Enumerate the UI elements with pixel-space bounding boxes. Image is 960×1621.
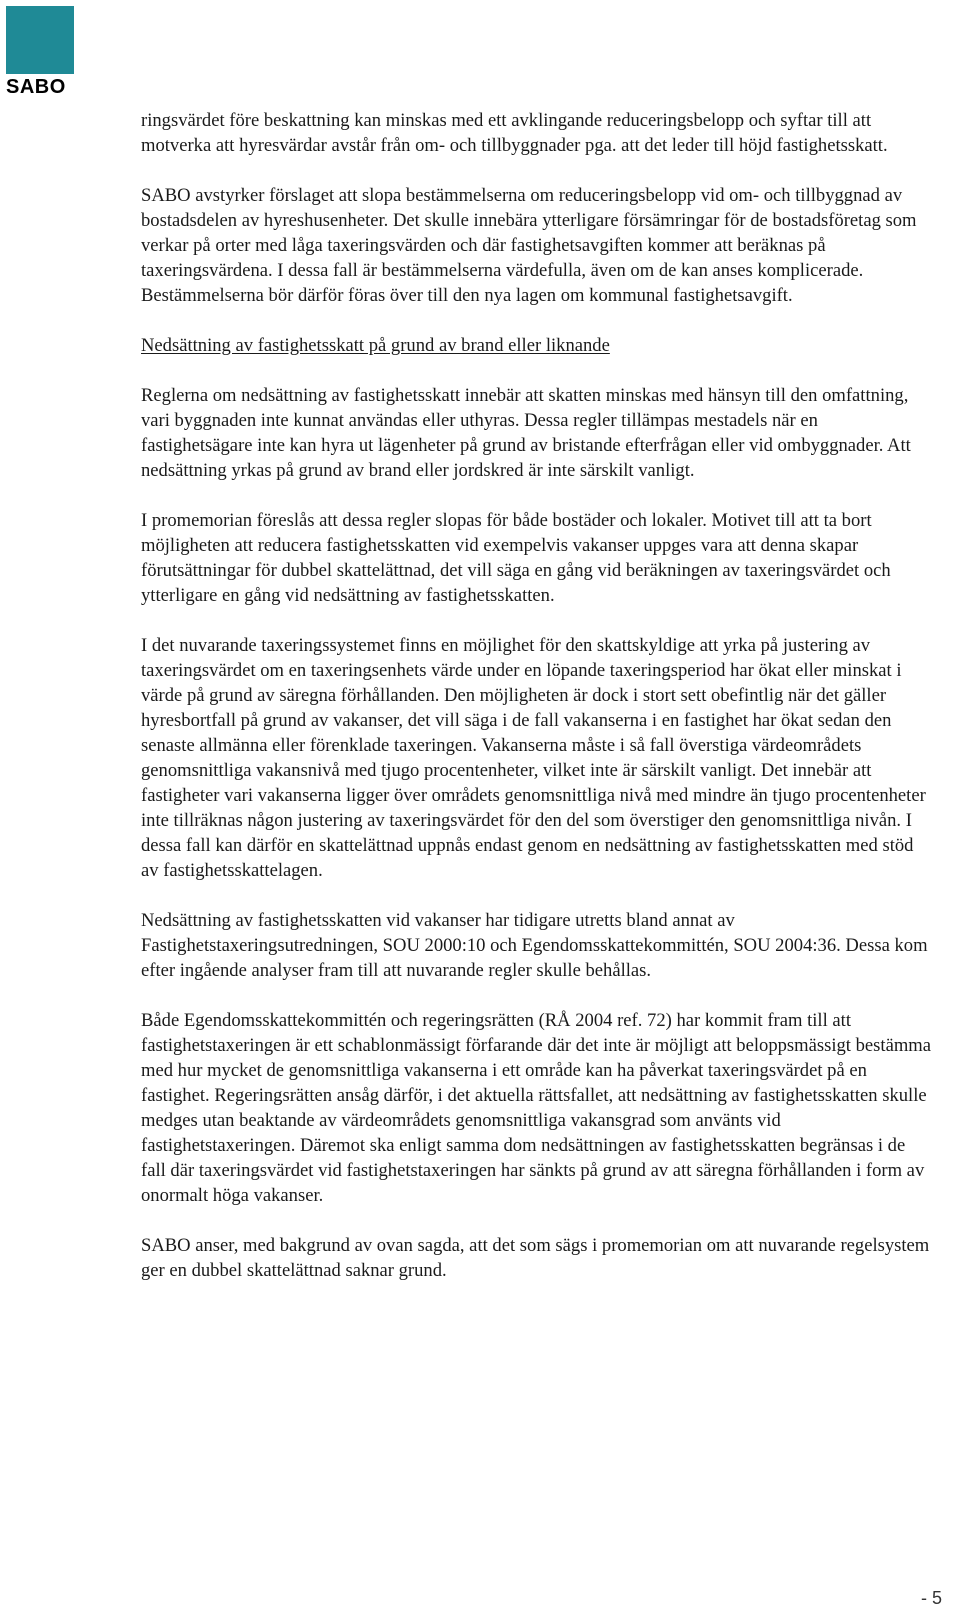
document-body — [141, 108, 931, 1308]
section-heading-nedsattning: Nedsättning av fastighetsskatt på grund av brand eller liknande — [141, 335, 610, 356]
paragraph-reduceringsbelopp-intro: ringsvärdet före beskattning kan minskas med ett avklingande reduceringsbelopp och syftar till att motverka att hyresvärdar avstår från om- och tillbyggnader pga. att det leder till höjd fastighetsskatt. — [141, 110, 888, 156]
paragraph-promemorian: I promemorian föreslås att dessa regler slopas för både bostäder och lokaler. Motivet till att ta bort möjligheten att reducera fastighetsskatten vid exempelvis vakanser uppges vara att denna skapar förutsättningar för dubbel skattelättnad, det vill säga en gång vid beräkningen av taxeringsvärdet och ytterligare en gång vid nedsättning av fastighetsskatten. — [141, 510, 891, 606]
logo-text: SABO — [6, 76, 66, 98]
paragraph-taxeringssystemet: I det nuvarande taxeringssystemet finns en möjlighet för den skattskyldige att yrka på justering av taxeringsvärdet om en taxeringsenhets värde under en löpande taxeringsperiod har ökat eller minskat i värde på grund av säregna förhållanden. Den möjligheten är dock i stort sett obefintlig när det gäller hyresbortfall på grund av vakanser, det vill säga i de fall vakanserna i en fastighet har ökat sedan den senaste allmänna eller förenklade taxeringen. Vakanserna måste i så fall överstiga värdeområdets genomsnittliga vakansnivå med tjugo procentenheter, vilket inte är särskilt vanligt. Det innebär att fastigheter vari vakanserna ligger över områdets genomsnittliga nivå med mindre än tjugo procentenheter inte tillräknas någon justering av taxeringsvärdet för den del som överstiger den genomsnittliga nivån. I dessa fall kan därför en skattelättnad uppnås endast genom en nedsättning av fastighetsskatten med stöd av fastighetsskattelagen. — [141, 635, 926, 881]
paragraph-sabo-avstyrker: SABO avstyrker förslaget att slopa bestämmelserna om reduceringsbelopp vid om- och tillbyggnad av bostadsdelen av hyreshusenheter. Det skulle innebära ytterligare försämringar för de bostadsföretag som verkar på orter med låga taxeringsvärden och där fastighetsavgiften kommer att beräknas på taxeringsvärdena. I dessa fall är bestämmelserna värdefulla, även om de kan anses komplicerade. Bestämmelserna bör därför föras över till den nya lagen om kommunal fastighetsavgift. — [141, 185, 917, 306]
paragraph-regeringsratten: Både Egendomsskattekommittén och regeringsrätten (RÅ 2004 ref. 72) har kommit fram till att fastighetstaxeringen är ett schablonmässigt förfarande där det inte är möjligt att beloppsmässigt bestämma med hur mycket de genomsnittliga vakanserna i ett område kan ha påverkat taxeringsvärdet på en fastighet. Regeringsrätten ansåg därför, i det aktuella rättsfallet, att nedsättning av fastighetsskatten skulle medges utan beaktande av värdeområdets genomsnittliga vakansgrad som använts vid fastighetstaxeringen. Däremot ska enligt samma dom nedsättningen av fastighetsskatten begränsas i de fall där taxeringsvärdet vid fastighetstaxeringen har sänkts på grund av att säregna förhållanden i form av onormalt höga vakanser. — [141, 1010, 931, 1206]
page-number: - 5 — [920, 1588, 942, 1608]
paragraph-tidigare-utretts: Nedsättning av fastighetsskatten vid vakanser har tidigare utretts bland annat av Fastighetstaxeringsutredningen, SOU 2000:10 och Egendomsskattekommittén, SOU 2004:36. Dessa kom efter ingående analyser fram till att nuvarande regler skulle behållas. — [141, 910, 928, 981]
logo-square-icon — [6, 6, 74, 74]
paragraph-sabo-anser: SABO anser, med bakgrund av ovan sagda, att det som sägs i promemorian om att nuvarande regelsystem ger en dubbel skattelättnad saknar grund. — [141, 1235, 930, 1281]
sabo-logo — [6, 6, 74, 98]
paragraph-reglerna: Reglerna om nedsättning av fastighetsskatt innebär att skatten minskas med hänsyn till den omfattning, vari byggnaden inte kunnat användas eller uthyras. Dessa regler tillämpas mestadels när en fastighetsägare inte kan hyra ut lägenheter på grund av bristande efterfrågan eller vid ombyggnader. Att nedsättning yrkas på grund av brand eller jordskred är inte särskilt vanligt. — [141, 385, 911, 481]
